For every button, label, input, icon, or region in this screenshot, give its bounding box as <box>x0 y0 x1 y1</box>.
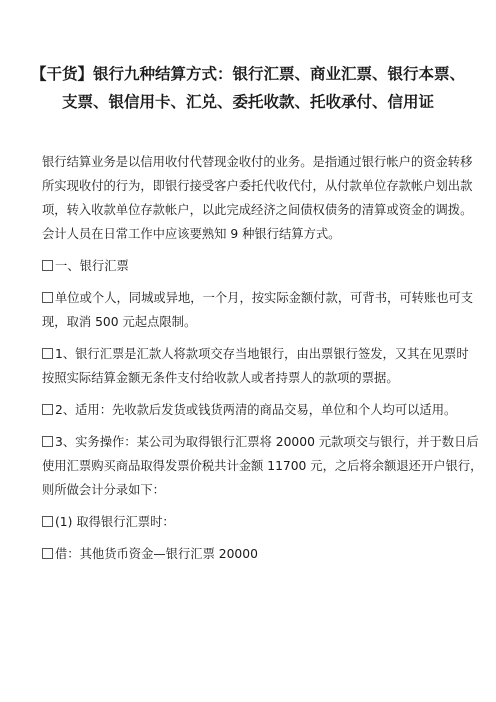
line-text: 借：其他货币资金—银行汇票 20000 <box>55 547 258 561</box>
line-text: 项，转入收款单位存款帐户，以此完成经济之间债权债务的清算或资金的调拨。 <box>42 203 473 217</box>
line-text: (1) 取得银行汇票时： <box>55 515 175 529</box>
line-text: 则所做会计分录如下： <box>42 483 165 497</box>
title-line-2: 支票、银信用卡、汇兑、委托收款、托收承付、信用证 <box>61 93 434 111</box>
checkbox-square-icon <box>42 348 53 359</box>
title-line-1: 【干货】银行九种结算方式：银行汇票、商业汇票、银行本票、 <box>30 65 465 83</box>
line-text: 所实现收付的行为，即银行接受客户委托代收代付，从付款单位存款帐户划出款 <box>42 179 473 193</box>
text-line <box>42 198 473 222</box>
document-body <box>42 150 483 566</box>
text-line <box>42 478 458 502</box>
checkbox-square-icon <box>42 260 53 271</box>
paragraph <box>42 542 458 566</box>
paragraph <box>42 398 458 422</box>
text-line <box>42 310 458 334</box>
text-line <box>42 254 458 278</box>
checkbox-square-icon <box>42 516 53 527</box>
line-text: 1、银行汇票是汇款人将款项交存当地银行，由出票银行签发，又其在见票时 <box>55 347 469 361</box>
paragraph <box>42 342 469 390</box>
text-line <box>42 174 473 198</box>
text-line <box>42 430 479 454</box>
text-line <box>42 398 458 422</box>
line-text: 单位或个人，同城或异地，一个月，按实际金额付款，可背书，可转账也可支 <box>55 291 474 305</box>
line-text: 现，取消 500 元起点限制。 <box>42 315 197 329</box>
checkbox-square-icon <box>42 292 53 303</box>
paragraph <box>42 286 474 334</box>
line-text: 一、银行汇票 <box>55 259 129 273</box>
text-line <box>42 510 458 534</box>
text-line <box>42 222 458 246</box>
line-text: 3、实务操作：某公司为取得银行汇票将 20000 元款项交与银行，并于数日后 <box>55 435 479 449</box>
text-line <box>42 366 458 390</box>
paragraph <box>42 254 458 278</box>
text-line <box>42 454 483 478</box>
text-line <box>42 286 474 310</box>
checkbox-square-icon <box>42 548 53 559</box>
paragraph <box>42 510 458 534</box>
line-text: 银行结算业务是以信用收付代替现金收付的业务。是指通过银行帐户的资金转移 <box>42 155 473 169</box>
text-line <box>42 342 469 366</box>
line-text: 会计人员在日常工作中应该要熟知 9 种银行结算方式。 <box>42 227 341 241</box>
text-line <box>42 542 458 566</box>
document-title <box>30 60 466 116</box>
paragraph <box>42 150 473 246</box>
checkbox-square-icon <box>42 404 53 415</box>
line-text: 2、适用：先收款后发货或钱货两清的商品交易，单位和个人均可以适用。 <box>55 403 457 417</box>
checkbox-square-icon <box>42 436 53 447</box>
text-line <box>42 150 473 174</box>
line-text: 按照实际结算金额无条件支付给收款人或者持票人的款项的票据。 <box>42 371 399 385</box>
paragraph <box>42 430 483 502</box>
line-text: 使用汇票购买商品取得发票价税共计金额 11700 元，之后将余额退还开户银行， <box>42 459 483 473</box>
